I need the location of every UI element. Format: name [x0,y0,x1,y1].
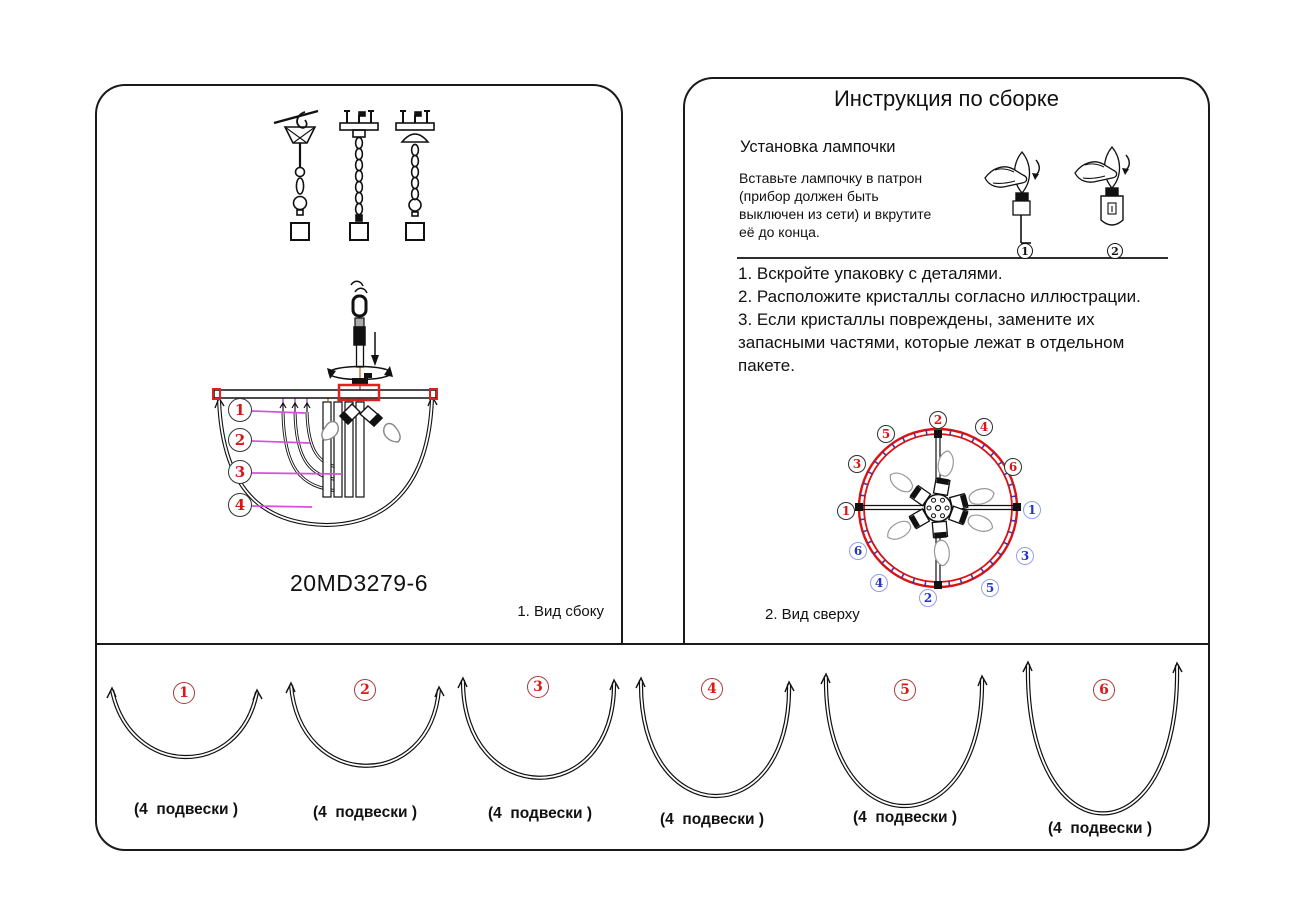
bulb-install-text-line: (прибор должен быть [739,188,879,204]
part-number: 6 [1093,679,1115,701]
callout-2: 2 [228,428,252,452]
side-view-caption: 1. Вид сбоку [517,603,604,620]
figure-1-label: 1 [1017,243,1033,259]
step-1: 1. Вскройте упаковку с деталями. [738,264,1003,283]
callout-1: 1 [228,398,252,422]
pendant-curves [107,662,1182,813]
part-number: 2 [354,679,376,701]
bulb-install-text-line: Вставьте лампочку в патрон [739,170,923,186]
top-view-label-red: 3 [848,455,866,473]
figure-2-label: 2 [1107,243,1123,259]
part-label: (4 подвески ) [853,809,957,826]
page-title: Инструкция по сборке [833,86,1059,111]
step-3: 3. Если кристаллы повреждены, замените их [738,310,1095,329]
part-label: (4 подвески ) [313,804,417,821]
callout-3: 3 [228,460,252,484]
part-number: 1 [173,682,195,704]
part-label: (4 подвески ) [488,805,592,822]
top-view-label-blue: 3 [1016,547,1034,565]
callout-4: 4 [228,493,252,517]
step-3-cont: запасными частями, которые лежат в отдельном [738,333,1125,352]
part-label: (4 подвески ) [134,801,238,818]
step-3-cont: пакете. [738,356,795,375]
top-view-label-blue: 1 [1023,501,1041,519]
top-view-label-red: 2 [929,411,947,429]
top-view-label-red: 5 [877,425,895,443]
part-number: 5 [894,679,916,701]
top-view-label-blue: 6 [849,542,867,560]
part-number: 4 [701,678,723,700]
bulb-install-text-line: выключен из сети) и вкрутите [739,206,932,222]
part-label: (4 подвески ) [660,811,764,828]
top-view-label-red: 1 [837,502,855,520]
top-view-label-blue: 2 [919,589,937,607]
part-label: (4 подвески ) [1048,820,1152,837]
top-view-label-blue: 5 [981,579,999,597]
bulb-install-text-line: её до конца. [739,224,820,240]
top-view-diagram [855,429,1021,589]
bulb-install-heading: Установка лампочки [740,138,896,156]
top-view-label-red: 6 [1004,458,1022,476]
ceiling-mount-drawings [274,111,434,240]
top-view-label-blue: 4 [870,574,888,592]
part-number: 3 [527,676,549,698]
top-view-label-red: 4 [975,418,993,436]
model-number: 20MD3279-6 [290,570,428,596]
top-view-caption: 2. Вид сверху [765,606,860,623]
step-2: 2. Расположите кристаллы согласно иллюстрации. [738,287,1141,306]
